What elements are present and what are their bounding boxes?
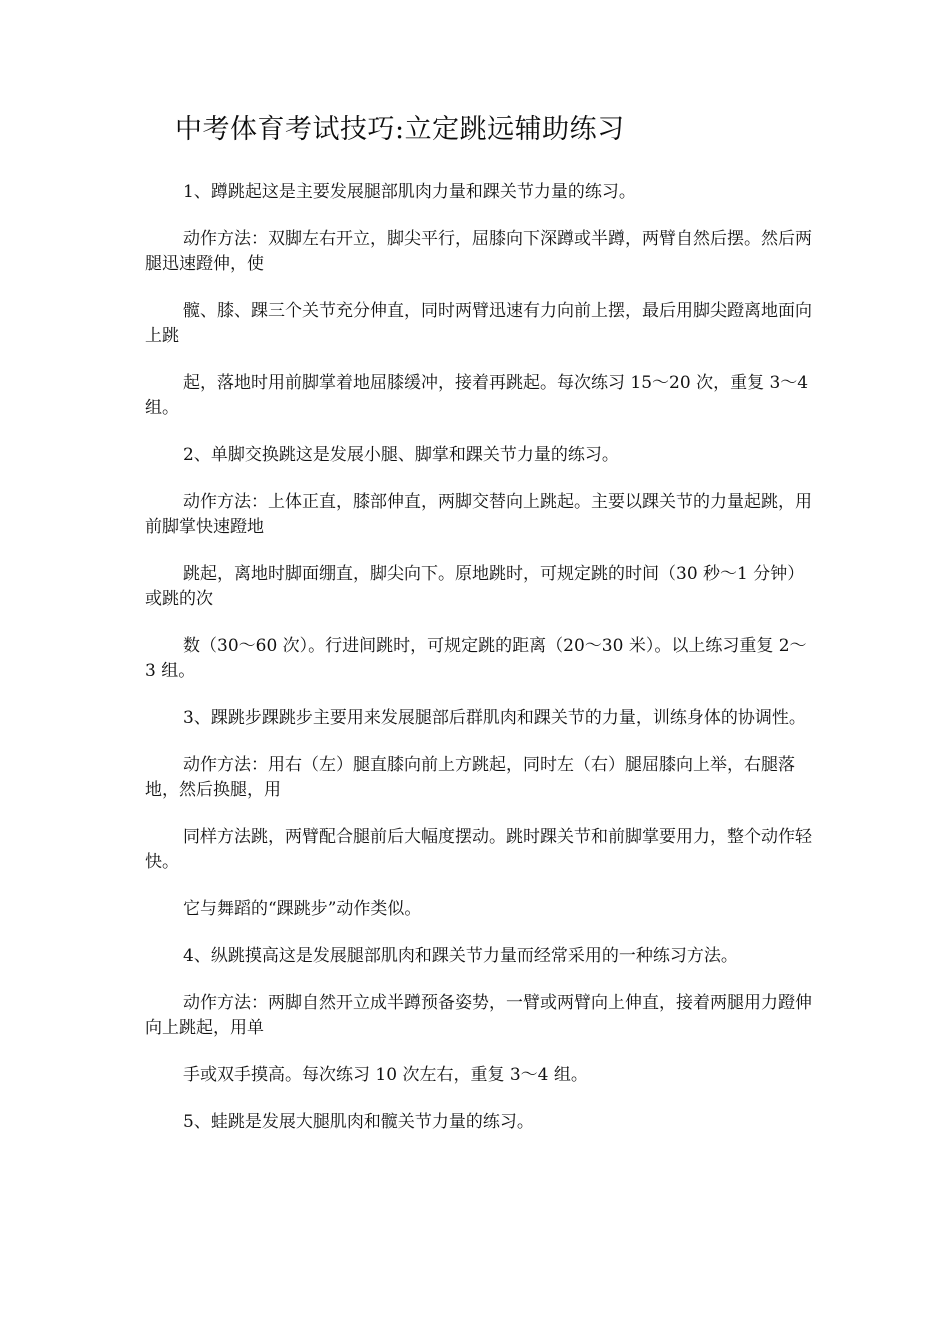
paragraph: 手或双手摸高。每次练习 10 次左右，重复 3～4 组。 bbox=[183, 1065, 588, 1085]
document-body bbox=[145, 180, 813, 1157]
paragraph: 动作方法：上体正直，膝部伸直，两脚交替向上跳起。主要以踝关节的力量起跳，用前脚掌快速蹬地 bbox=[145, 492, 812, 537]
paragraph: 起，落地时用前脚掌着地屈膝缓冲，接着再跳起。每次练习 15～20 次，重复 3～4 组。 bbox=[145, 373, 809, 418]
paragraph: 动作方法：双脚左右开立，脚尖平行，屈膝向下深蹲或半蹲，两臂自然后摆。然后两腿迅速蹬伸，使 bbox=[145, 229, 812, 274]
document-title: 中考体育考试技巧:立定跳远辅助练习 bbox=[175, 114, 625, 145]
paragraph: 数（30～60 次）。行进间跳时，可规定跳的距离（20～30 米）。以上练习重复 2～3 组。 bbox=[145, 636, 807, 681]
paragraph: 1、蹲跳起这是主要发展腿部肌肉力量和踝关节力量的练习。 bbox=[183, 182, 636, 202]
paragraph: 髋、膝、踝三个关节充分伸直，同时两臂迅速有力向前上摆，最后用脚尖蹬离地面向上跳 bbox=[145, 301, 812, 346]
paragraph: 5、蛙跳是发展大腿肌肉和髋关节力量的练习。 bbox=[183, 1112, 534, 1132]
paragraph: 跳起，离地时脚面绷直，脚尖向下。原地跳时，可规定跳的时间（30 秒～1 分钟）或跳的次 bbox=[145, 564, 805, 609]
paragraph: 它与舞蹈的“踝跳步”动作类似。 bbox=[183, 899, 422, 919]
paragraph: 动作方法：用右（左）腿直膝向前上方跳起，同时左（右）腿屈膝向上举，右腿落地，然后换腿，用 bbox=[145, 755, 795, 800]
paragraph: 3、踝跳步踝跳步主要用来发展腿部后群肌肉和踝关节的力量，训练身体的协调性。 bbox=[183, 708, 806, 728]
paragraph: 动作方法：两脚自然开立成半蹲预备姿势，一臂或两臂向上伸直，接着两腿用力蹬伸向上跳起，用单 bbox=[145, 993, 812, 1038]
paragraph: 同样方法跳，两臂配合腿前后大幅度摆动。跳时踝关节和前脚掌要用力，整个动作轻快。 bbox=[145, 827, 812, 872]
paragraph: 4、纵跳摸高这是发展腿部肌肉和踝关节力量而经常采用的一种练习方法。 bbox=[183, 946, 738, 966]
paragraph: 2、单脚交换跳这是发展小腿、脚掌和踝关节力量的练习。 bbox=[183, 445, 619, 465]
